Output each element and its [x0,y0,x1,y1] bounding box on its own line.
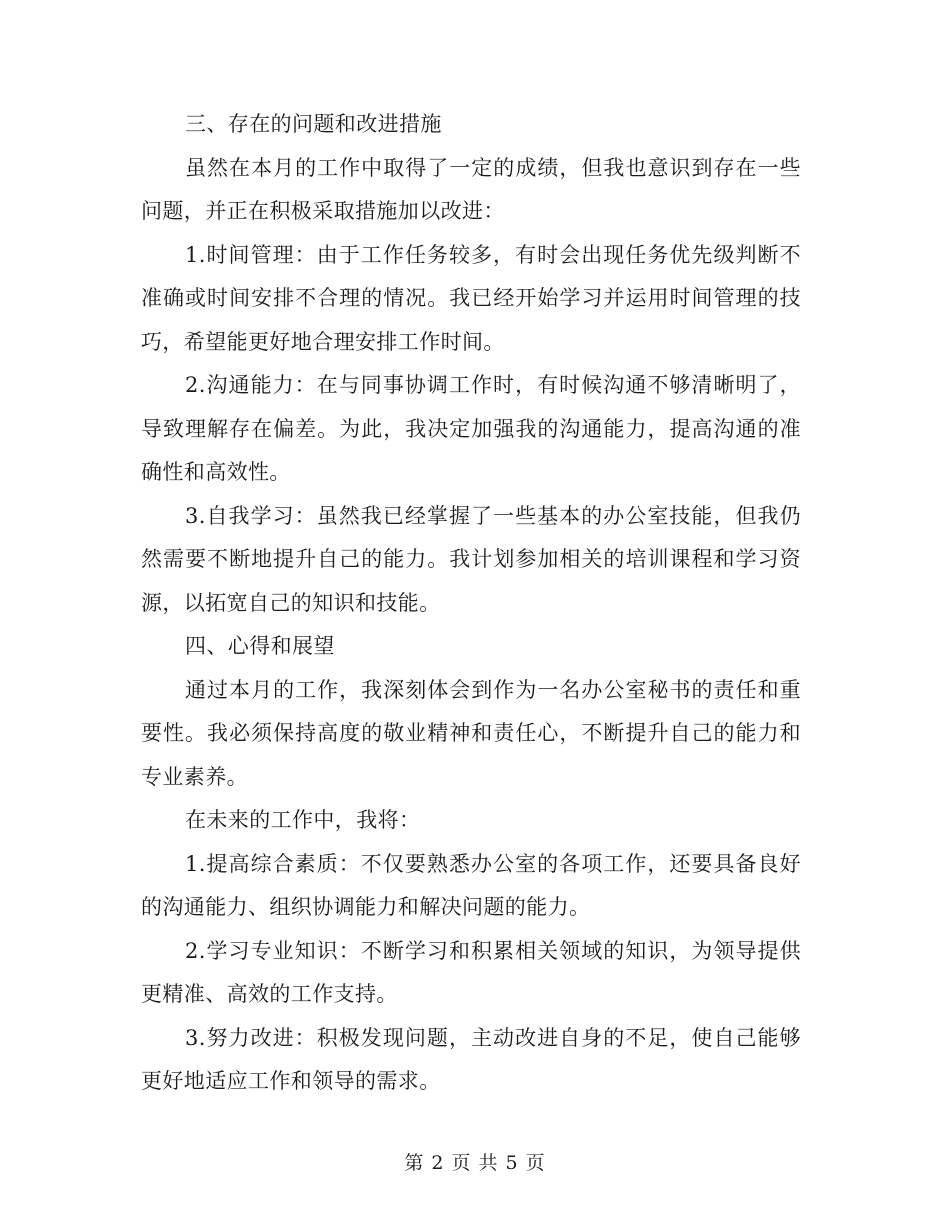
paragraph-self-learning: 3.自我学习：虽然我已经掌握了一些基本的办公室技能，但我仍然需要不断地提升自己的能力。我计划参加相关的培训课程和学习资源，以拓宽自己的知识和技能。 [141,503,801,615]
paragraph-communication: 2.沟通能力：在与同事协调工作时，有时候沟通不够清晰明了，导致理解存在偏差。为此，我决定加强我的沟通能力，提高沟通的准确性和高效性。 [141,373,801,484]
paragraph-future-intro: 在未来的工作中，我将： [185,808,421,832]
paragraph-problems-intro: 虽然在本月的工作中取得了一定的成绩，但我也意识到存在一些问题，并正在积极采取措施加以改进： [141,155,801,223]
paragraph-reflection: 通过本月的工作，我深刻体会到作为一名办公室秘书的责任和重要性。我必须保持高度的敬业精神和责任心，不断提升自己的能力和专业素养。 [141,677,801,789]
paragraph-improve-quality: 1.提高综合素质：不仅要熟悉办公室的各项工作，还要具备良好的沟通能力、组织协调能力和解决问题的能力。 [141,851,801,919]
section-heading-problems: 三、存在的问题和改进措施 [185,112,442,136]
page-number-footer: 第 2 页 共 5 页 [404,1152,546,1174]
paragraph-learn-knowledge: 2.学习专业知识：不断学习和积累相关领域的知识，为领导提供更精准、高效的工作支持。 [141,938,801,1006]
paragraph-strive-improve: 3.努力改进：积极发现问题，主动改进自身的不足，使自己能够更好地适应工作和领导的需求。 [141,1025,801,1093]
paragraph-time-management: 1.时间管理：由于工作任务较多，有时会出现任务优先级判断不准确或时间安排不合理的情况。我已经开始学习并运用时间管理的技巧，希望能更好地合理安排工作时间。 [141,242,801,354]
document-body [141,103,801,1104]
section-heading-outlook: 四、心得和展望 [185,634,335,658]
